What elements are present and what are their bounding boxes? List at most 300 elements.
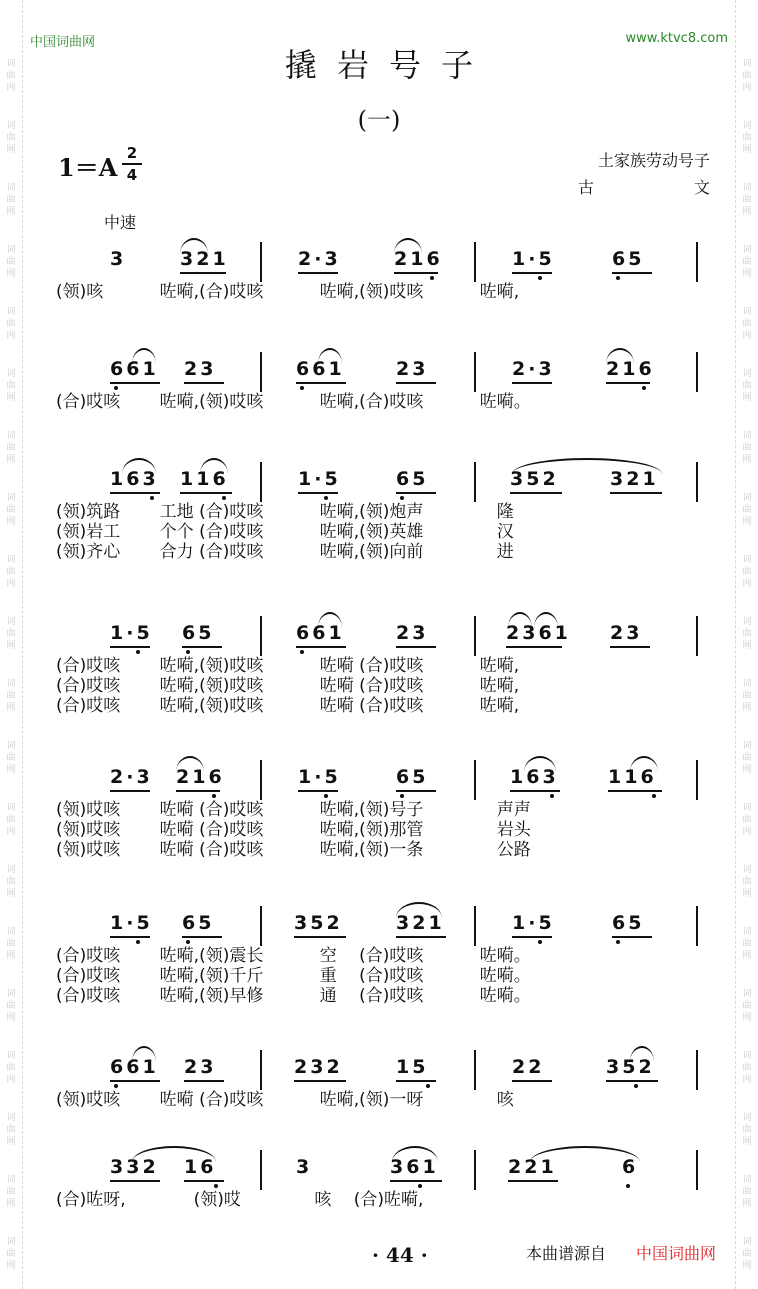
watermark-char: 曲 <box>742 939 752 949</box>
slur <box>176 756 204 772</box>
beam <box>298 790 338 792</box>
low-octave-dot <box>114 1084 118 1088</box>
watermark-char: 曲 <box>742 877 752 887</box>
watermark-char: 词 <box>6 493 16 503</box>
site-name-top-left[interactable]: 中国词曲网 <box>30 35 96 50</box>
note-group: 23 <box>396 358 429 380</box>
slur <box>132 348 156 364</box>
beam <box>510 492 562 494</box>
slur <box>396 902 442 918</box>
watermark-text <box>0 306 22 342</box>
note-group: 65 <box>612 248 645 270</box>
barline <box>696 616 698 656</box>
lyric-line: (合)哎咳 咗嗬,(领)哎咳 咗嗬 (合)哎咳 咗嗬, <box>56 676 520 696</box>
note-group: 116 <box>180 468 229 490</box>
watermark-text <box>0 1112 22 1148</box>
barline <box>696 352 698 392</box>
watermark-char: 词 <box>742 803 752 813</box>
watermark-text <box>0 678 22 714</box>
note-group: 2·3 <box>298 248 341 270</box>
note-group: 163 <box>110 468 159 490</box>
watermark-char: 词 <box>742 59 752 69</box>
note-group: 1·5 <box>512 248 555 270</box>
watermark-char: 曲 <box>742 1249 752 1259</box>
watermark-char: 网 <box>6 579 16 589</box>
watermark-char: 网 <box>742 765 752 775</box>
low-octave-dot <box>136 650 140 654</box>
lyric-line: (领)筑路 工地 (合)哎咳 咗嗬,(领)炮声 隆 <box>56 502 514 522</box>
note-group: 321 <box>396 912 445 934</box>
note-group: 2361 <box>506 622 571 644</box>
slur <box>534 612 558 628</box>
watermark-char: 曲 <box>6 71 16 81</box>
beam <box>110 646 150 648</box>
watermark-char: 曲 <box>6 443 16 453</box>
watermark-text <box>736 864 758 900</box>
watermark-char: 词 <box>6 679 16 689</box>
slur <box>630 756 658 772</box>
lyric-line: (合)哎咳 咗嗬,(领)哎咳 咗嗬 (合)哎咳 咗嗬, <box>56 656 520 676</box>
watermark-char: 网 <box>6 517 16 527</box>
barline <box>260 242 262 282</box>
watermark-text <box>736 802 758 838</box>
note-group: 23 <box>396 622 429 644</box>
note-group: 163 <box>510 766 559 788</box>
barline <box>474 1150 476 1190</box>
low-octave-dot <box>300 650 304 654</box>
watermark-char: 曲 <box>742 195 752 205</box>
barline <box>260 462 262 502</box>
watermark-text <box>736 1236 758 1272</box>
low-octave-dot <box>418 1184 422 1188</box>
watermark-char: 曲 <box>6 1249 16 1259</box>
low-octave-dot <box>430 276 434 280</box>
low-octave-dot <box>150 496 154 500</box>
beam <box>512 936 552 938</box>
watermark-char: 网 <box>742 579 752 589</box>
beam <box>394 272 438 274</box>
watermark-char: 曲 <box>6 629 16 639</box>
note-group: 332 <box>110 1156 159 1178</box>
lyric-line: (领)齐心 合力 (合)哎咳 咗嗬,(领)向前 进 <box>56 542 514 562</box>
low-octave-dot <box>642 386 646 390</box>
source-site-link[interactable]: 中国词曲网 <box>636 1244 717 1263</box>
barline <box>260 906 262 946</box>
watermark-char: 词 <box>742 679 752 689</box>
note-group: 65 <box>396 468 429 490</box>
barline <box>474 352 476 392</box>
note-group: 232 <box>294 1056 343 1078</box>
low-octave-dot <box>634 1084 638 1088</box>
lyric-line: (领)哎咳 咗嗬 (合)哎咳 咗嗬,(领)号子 声声 <box>56 800 531 820</box>
low-octave-dot <box>426 1084 430 1088</box>
watermark-text <box>0 368 22 404</box>
beam <box>180 272 226 274</box>
watermark-char: 网 <box>6 1013 16 1023</box>
time-signature <box>120 144 144 184</box>
watermark-char: 曲 <box>6 1125 16 1135</box>
low-octave-dot <box>186 940 190 944</box>
time-sig-top: 2 <box>126 144 138 162</box>
barline <box>260 352 262 392</box>
note-group: 321 <box>180 248 229 270</box>
beam <box>296 646 346 648</box>
tempo-marking: 中速 <box>104 213 137 232</box>
watermark-char: 网 <box>6 765 16 775</box>
barline <box>696 1050 698 1090</box>
barline <box>474 1050 476 1090</box>
watermark-text <box>0 244 22 280</box>
beam <box>612 272 652 274</box>
watermark-char: 词 <box>742 989 752 999</box>
barline <box>260 1150 262 1190</box>
note-group: 2·3 <box>512 358 555 380</box>
watermark-char: 网 <box>6 83 16 93</box>
page-number: · 44 · <box>372 1243 428 1267</box>
beam <box>508 1180 558 1182</box>
time-sig-line <box>122 163 142 165</box>
note-group: 16 <box>184 1156 217 1178</box>
watermark-char: 网 <box>742 269 752 279</box>
slur <box>524 756 556 772</box>
watermark-char: 词 <box>742 245 752 255</box>
watermark-char: 网 <box>742 1199 752 1209</box>
watermark-char: 网 <box>6 641 16 651</box>
note-group: 1·5 <box>298 766 341 788</box>
beam <box>396 382 436 384</box>
note-group: 23 <box>610 622 643 644</box>
watermark-text <box>736 926 758 962</box>
note-group: 1·5 <box>110 912 153 934</box>
watermark-char: 网 <box>6 207 16 217</box>
low-octave-dot <box>212 794 216 798</box>
watermark-text <box>736 368 758 404</box>
watermark-char: 曲 <box>6 381 16 391</box>
beam <box>184 382 224 384</box>
slur <box>132 1046 156 1062</box>
lyric-line: (领)哎咳 咗嗬 (合)哎咳 咗嗬,(领)那管 岩头 <box>56 820 531 840</box>
watermark-text <box>0 492 22 528</box>
note-group: 3 <box>296 1156 313 1178</box>
note-group: 221 <box>508 1156 557 1178</box>
watermark-char: 词 <box>742 369 752 379</box>
arranger-char-1: 古 <box>578 178 595 197</box>
watermark-char: 词 <box>742 183 752 193</box>
watermark-text <box>0 802 22 838</box>
watermark-char: 曲 <box>6 815 16 825</box>
watermark-char: 网 <box>6 703 16 713</box>
watermark-text <box>0 1174 22 1210</box>
watermark-char: 词 <box>742 1237 752 1247</box>
note-group: 1·5 <box>512 912 555 934</box>
lyric-line: (领)哎咳 咗嗬 (合)哎咳 咗嗬,(领)一条 公路 <box>56 840 531 860</box>
low-octave-dot <box>136 940 140 944</box>
note-group: 23 <box>184 1056 217 1078</box>
barline <box>474 616 476 656</box>
low-octave-dot <box>324 496 328 500</box>
watermark-char: 曲 <box>6 133 16 143</box>
barline <box>260 760 262 800</box>
beam <box>184 1180 224 1182</box>
low-octave-dot <box>114 386 118 390</box>
watermark-char: 词 <box>6 59 16 69</box>
watermark-char: 词 <box>742 307 752 317</box>
watermark-text <box>736 1174 758 1210</box>
watermark-char: 网 <box>742 83 752 93</box>
beam <box>396 936 446 938</box>
watermark-char: 网 <box>6 1075 16 1085</box>
beam <box>512 1080 552 1082</box>
beam <box>506 646 562 648</box>
beam <box>298 492 338 494</box>
low-octave-dot <box>300 386 304 390</box>
low-octave-dot <box>186 650 190 654</box>
watermark-char: 曲 <box>6 319 16 329</box>
watermark-char: 网 <box>742 517 752 527</box>
watermark-char: 网 <box>742 889 752 899</box>
beam <box>510 790 560 792</box>
watermark-char: 曲 <box>742 133 752 143</box>
watermark-text <box>0 1236 22 1272</box>
beam <box>612 936 652 938</box>
watermark-char: 网 <box>6 951 16 961</box>
watermark-char: 曲 <box>742 505 752 515</box>
watermark-text <box>736 678 758 714</box>
watermark-text <box>736 306 758 342</box>
watermark-char: 词 <box>6 369 16 379</box>
song-title: 撬岩号子 <box>284 46 493 84</box>
watermark-char: 网 <box>6 1137 16 1147</box>
watermark-char: 曲 <box>742 1187 752 1197</box>
watermark-char: 曲 <box>742 629 752 639</box>
low-octave-dot <box>400 794 404 798</box>
watermark-char: 网 <box>742 207 752 217</box>
watermark-char: 曲 <box>6 567 16 577</box>
watermark-char: 网 <box>742 951 752 961</box>
watermark-char: 词 <box>6 1051 16 1061</box>
barline <box>260 1050 262 1090</box>
note-group: 65 <box>612 912 645 934</box>
watermark-char: 网 <box>742 1137 752 1147</box>
watermark-text <box>736 244 758 280</box>
note-group: 116 <box>608 766 657 788</box>
watermark-text <box>736 1050 758 1086</box>
note-group: 2·3 <box>110 766 153 788</box>
watermark-char: 曲 <box>742 753 752 763</box>
beam <box>294 1080 346 1082</box>
watermark-char: 曲 <box>6 691 16 701</box>
slur <box>180 238 208 254</box>
low-octave-dot <box>538 940 542 944</box>
watermark-text <box>736 492 758 528</box>
watermark-char: 网 <box>742 393 752 403</box>
watermark-text <box>0 926 22 962</box>
low-octave-dot <box>222 496 226 500</box>
watermark-char: 曲 <box>742 691 752 701</box>
low-octave-dot <box>538 276 542 280</box>
watermark-char: 曲 <box>6 195 16 205</box>
lyric-line: (领)哎咳 咗嗬 (合)哎咳 咗嗬,(领)一呀 咳 <box>56 1090 514 1110</box>
beam <box>606 1080 658 1082</box>
watermark-text <box>736 740 758 776</box>
watermark-char: 网 <box>6 269 16 279</box>
note-group: 352 <box>294 912 343 934</box>
watermark-char: 网 <box>6 145 16 155</box>
lyric-line: (合)哎咳 咗嗬,(领)哎咳 咗嗬,(合)哎咳 咗嗬。 <box>56 392 531 412</box>
beam <box>182 646 222 648</box>
beam <box>296 382 346 384</box>
note-group: 15 <box>396 1056 429 1078</box>
watermark-char: 词 <box>6 1237 16 1247</box>
watermark-char: 网 <box>742 331 752 341</box>
low-octave-dot <box>616 276 620 280</box>
watermark-char: 网 <box>6 455 16 465</box>
watermark-text <box>0 430 22 466</box>
slur <box>508 612 532 628</box>
beam <box>606 382 650 384</box>
watermark-char: 网 <box>742 455 752 465</box>
lyric-line: (领)咳 咗嗬,(合)哎咳 咗嗬,(领)哎咳 咗嗬, <box>56 282 520 302</box>
watermark-char: 词 <box>742 1175 752 1185</box>
watermark-char: 曲 <box>742 319 752 329</box>
beam <box>110 382 160 384</box>
watermark-char: 曲 <box>6 939 16 949</box>
beam <box>184 1080 224 1082</box>
note-group: 23 <box>184 358 217 380</box>
watermark-text <box>0 988 22 1024</box>
lyric-line: (合)哎咳 咗嗬,(领)早修 通 (合)哎咳 咗嗬。 <box>56 986 531 1006</box>
note-group: 65 <box>182 622 215 644</box>
barline <box>696 1150 698 1190</box>
low-octave-dot <box>626 1184 630 1188</box>
watermark-char: 曲 <box>742 1001 752 1011</box>
watermark-char: 网 <box>6 889 16 899</box>
key-signature: 1＝A <box>58 153 118 182</box>
note-group: 321 <box>610 468 659 490</box>
time-sig-bottom: 4 <box>126 166 138 184</box>
beam <box>110 492 160 494</box>
watermark-char: 词 <box>6 617 16 627</box>
note-group: 352 <box>510 468 559 490</box>
watermark-char: 词 <box>742 617 752 627</box>
note-group: 3 <box>110 248 127 270</box>
watermark-char: 词 <box>6 245 16 255</box>
watermark-char: 网 <box>742 703 752 713</box>
watermark-char: 曲 <box>742 567 752 577</box>
beam <box>396 646 436 648</box>
beam <box>176 790 220 792</box>
song-subtitle: (一) <box>357 106 401 134</box>
beam <box>512 272 552 274</box>
beam <box>512 382 552 384</box>
watermark-char: 词 <box>6 927 16 937</box>
note-group: 216 <box>394 248 443 270</box>
beam <box>110 790 150 792</box>
low-octave-dot <box>550 794 554 798</box>
watermark-char: 网 <box>6 1199 16 1209</box>
watermark-char: 曲 <box>742 443 752 453</box>
barline <box>696 760 698 800</box>
barline <box>696 462 698 502</box>
watermark-text <box>736 182 758 218</box>
note-group: 22 <box>512 1056 545 1078</box>
low-octave-dot <box>616 940 620 944</box>
watermark-char: 词 <box>6 555 16 565</box>
watermark-char: 网 <box>6 1261 16 1271</box>
watermark-char: 词 <box>6 803 16 813</box>
barline <box>696 242 698 282</box>
slur <box>318 612 342 628</box>
barline <box>474 906 476 946</box>
watermark-char: 词 <box>6 307 16 317</box>
watermark-char: 曲 <box>742 257 752 267</box>
beam <box>110 1080 160 1082</box>
slur <box>392 1146 438 1162</box>
watermark-char: 词 <box>742 865 752 875</box>
watermark-char: 词 <box>6 989 16 999</box>
watermark-text <box>0 182 22 218</box>
watermark-char: 曲 <box>6 877 16 887</box>
watermark-char: 词 <box>742 927 752 937</box>
low-octave-dot <box>214 1184 218 1188</box>
site-url-top-right[interactable]: www.ktvc8.com <box>625 31 728 46</box>
watermark-char: 词 <box>742 493 752 503</box>
watermark-text <box>0 740 22 776</box>
watermark-char: 曲 <box>6 753 16 763</box>
low-octave-dot <box>652 794 656 798</box>
slur <box>606 348 634 364</box>
watermark-char: 网 <box>742 641 752 651</box>
barline <box>474 242 476 282</box>
watermark-char: 网 <box>742 827 752 837</box>
beam <box>610 492 662 494</box>
note-group: 661 <box>296 358 345 380</box>
watermark-char: 网 <box>742 145 752 155</box>
beam <box>610 646 650 648</box>
watermark-char: 网 <box>6 393 16 403</box>
note-group: 216 <box>176 766 225 788</box>
slur <box>394 238 422 254</box>
slur <box>318 348 342 364</box>
slur <box>630 1046 654 1062</box>
beam <box>396 790 436 792</box>
watermark-char: 词 <box>6 431 16 441</box>
watermark-char: 网 <box>6 331 16 341</box>
watermark-char: 词 <box>742 121 752 131</box>
beam <box>294 936 346 938</box>
barline <box>474 760 476 800</box>
slur <box>200 458 228 474</box>
note-group: 661 <box>110 358 159 380</box>
note-group: 361 <box>390 1156 439 1178</box>
watermark-char: 曲 <box>6 1187 16 1197</box>
beam <box>180 492 232 494</box>
watermark-char: 词 <box>742 431 752 441</box>
note-group: 65 <box>396 766 429 788</box>
watermark-char: 词 <box>742 1051 752 1061</box>
lyric-line: (合)哎咳 咗嗬,(领)震长 空 (合)哎咳 咗嗬。 <box>56 946 531 966</box>
watermark-char: 网 <box>6 827 16 837</box>
low-octave-dot <box>324 794 328 798</box>
arranger-credit <box>578 175 710 198</box>
watermark-char: 曲 <box>742 1125 752 1135</box>
watermark-char: 词 <box>742 1113 752 1123</box>
note-group: 1·5 <box>298 468 341 490</box>
watermark-char: 曲 <box>6 1001 16 1011</box>
watermark-char: 词 <box>6 865 16 875</box>
watermark-text <box>736 1112 758 1148</box>
watermark-char: 词 <box>6 183 16 193</box>
